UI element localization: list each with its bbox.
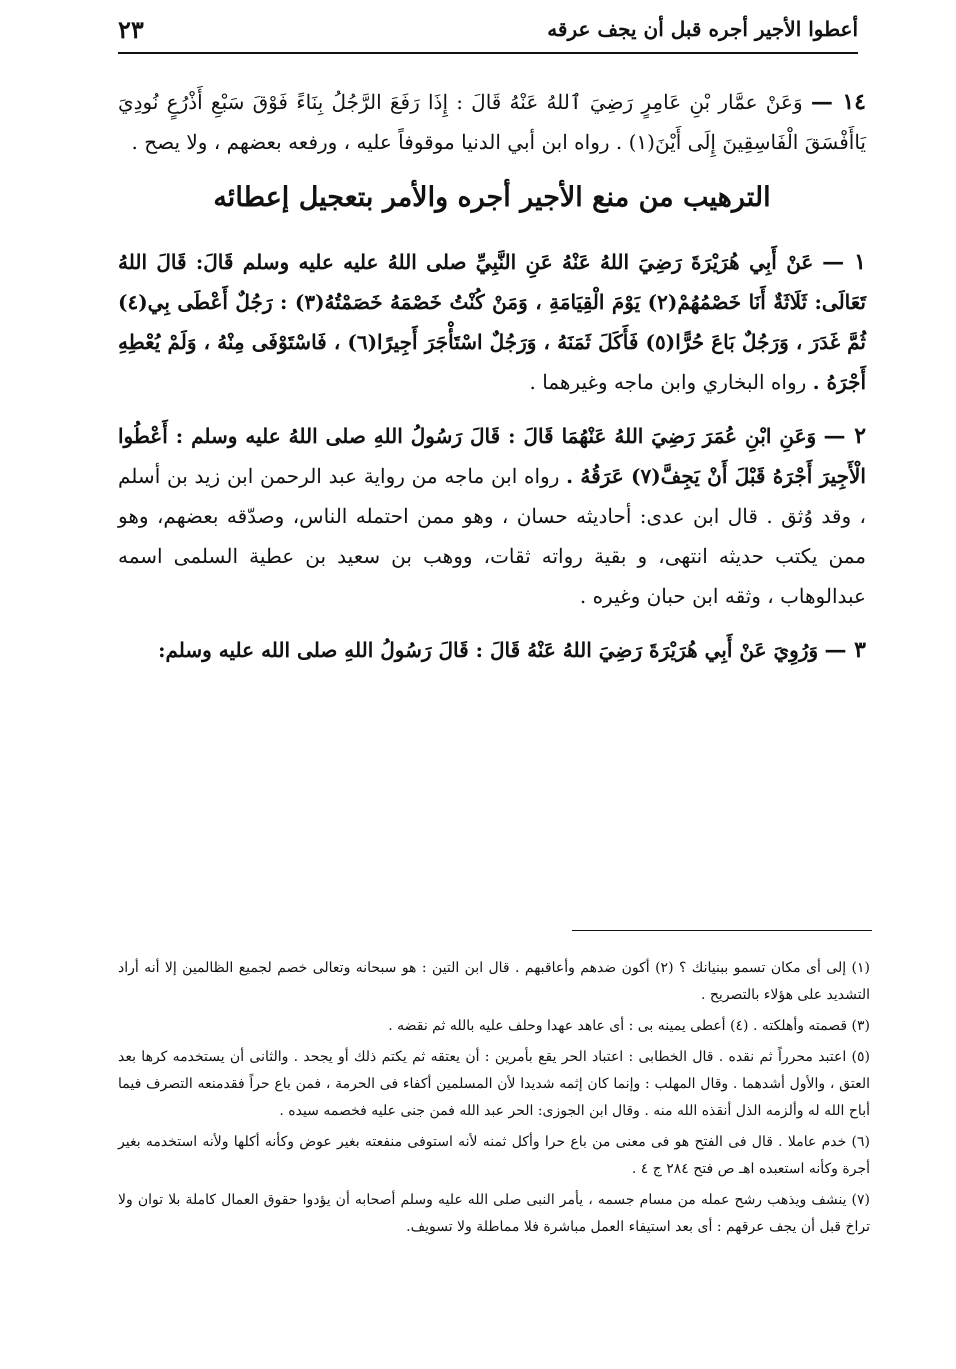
- footnote: (٥) اعتبد محرراً ثم نقده . قال الخطابى : اعتباد الحر يقع بأمرين : أن يعتقه ثم يكتم ذلك أو يجحد . والثانى أن يستخدمه كرها بعد العتق ، والأول أشدهما . وقال المهلب : وإنما كان إثمه شديدا لأن المسلمين أكفاء فى الحرمة ، فمن باع حراً فقدمنعه التصرف فيما أباح الله له وألزمه الذل أنقذه الله منه . وقال ابن الجوزى: الحر عبد الله فمن جنى عليه فخصمه سيده .: [118, 1049, 870, 1119]
- footnote-rule: [572, 930, 872, 931]
- hadith-text: وَعَنِ ابْنِ عُمَرَ رَضِيَ اللهُ عَنْهُمَا قَالَ : قَالَ رَسُولُ اللهِ صلى اللهُ عليه وسلم : أَعْطُوا الْأَجِيرَ أَجْرَهُ قَبْلَ أَنْ يَجِفَّ(٧) عَرَقُهُ .: [118, 424, 866, 488]
- page-number: ٢٣: [118, 14, 144, 44]
- section-title: الترهيب من منع الأجير أجره والأمر بتعجيل إعطائه: [213, 182, 771, 213]
- running-title: أعطوا الأجير أجره قبل أن يجف عرقه: [547, 17, 858, 41]
- hadith-source: رواه ابن ماجه من رواية عبد الرحمن ابن زيد بن أسلم ، وقد وُثق . قال ابن عدى: أحاديثه حسان ، وهو ممن احتمله الناس، وصدّقه بعضهم، وهو ممن يكتب حديثه انتهى، و بقية رواته ثقات، ووهب بن سعيد بن عطية السلمى اسمه عبدالوهاب ، وثقه ابن حبان وغيره .: [118, 464, 866, 608]
- hadith-text: وَعَنْ عمَّار بْنِ عَامِرٍ رَضِيَ ٱللهُ عَنْهُ قَالَ : إِذَا رَفَعَ الرَّجُلُ بِنَاءً فَوْقَ سَبْعِ أَذْرُعٍ نُودِيَ يَاأَفْسَقَ الْفَاسِقِينَ إِلَى أَيْنَ(١) . رواه ابن أبي الدنيا موقوفاً عليه ، ورفعه بعضهم ، ولا يصح .: [118, 90, 866, 154]
- main-text: [118, 82, 866, 684]
- hadith-1: [118, 242, 866, 402]
- footnote: (١) إلى أى مكان تسمو ببنيانك ؟ (٢) أكون ضدهم وأعاقبهم . قال ابن التين : هو سبحانه وتعالى خصم لجميع الظالمين إلا أنه أراد التشديد على هؤلاء بالتصريح .: [118, 960, 870, 1003]
- footnote: (٧) ينشف ويذهب رشح عمله من مسام جسمه ، يأمر النبى صلى الله عليه وسلم أصحابه أن يؤدوا حقوق العمال كاملة بلا توان ولا تراخ قبل أن يجف عرقهم : أى بعد استيفاء العمل مباشرة فلا مماطلة ولا تسويف.: [118, 1192, 870, 1235]
- footnote: (٦) خدم عاملا . قال فى الفتح هو فى معنى من باع حرا وأكل ثمنه لأنه استوفى منفعته بغير عوض وكأنه أكلها ولأنه استخدمه بغير أجرة وكأنه استعبده اهـ ص فتح ٢٨٤ ج ٤ .: [118, 1134, 870, 1177]
- hadith-number: ٣ —: [824, 637, 866, 663]
- page-header: [118, 8, 858, 50]
- hadith-number: ١٤ —: [810, 89, 866, 115]
- hadith-2: [118, 416, 866, 616]
- header-rule: [118, 52, 858, 54]
- hadith-number: ٢ —: [823, 423, 867, 449]
- hadith-3: [118, 630, 866, 670]
- footnotes: [118, 955, 870, 1245]
- hadith-number: ١ —: [822, 249, 866, 275]
- hadith-14: [118, 82, 866, 162]
- hadith-text: وَرُوِيَ عَنْ أَبِي هُرَيْرَةَ رَضِيَ اللهُ عَنْهُ قَالَ : قَالَ رَسُولُ اللهِ صلى الله عليه وسلم:: [158, 638, 819, 662]
- hadith-source: رواه البخاري وابن ماجه وغيرهما .: [529, 370, 807, 394]
- hadith-text: عَنْ أَبِي هُرَيْرَةَ رَضِيَ اللهُ عَنْهُ عَنِ النَّبِيِّ صلى اللهُ عليه عليه وسلم قَالَ: قَالَ اللهُ تَعَالَى: ثَلَاثَةٌ أَنَا خَصْمُهُمْ(٢) يَوْمَ الْقِيَامَةِ ، وَمَنْ كُنْتُ خَصْمَهُ خَصَمْتُهُ(٣) : رَجُلٌ أَعْطَى بِي(٤) ثُمَّ غَدَرَ ، وَرَجُلٌ بَاعَ حُرًّا(٥) فَأَكَلَ ثَمَنَهُ ، وَرَجُلٌ اسْتَأْجَرَ أَجِيرًا(٦) ، فَاسْتَوْفَى مِنْهُ ، وَلَمْ يُعْطِهِ أَجْرَهُ .: [118, 250, 866, 394]
- footnote: (٣) قصمته وأهلكته . (٤) أعطى يمينه بى : أى عاهد عهدا وحلف عليه بالله ثم نقضه .: [388, 1018, 870, 1034]
